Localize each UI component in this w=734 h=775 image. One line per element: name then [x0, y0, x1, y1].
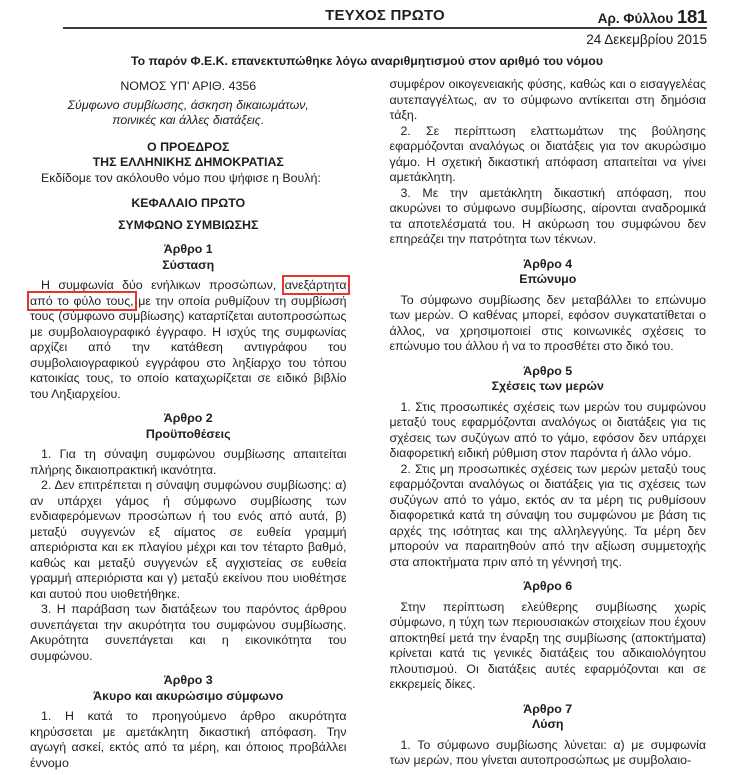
highlight-box-2: από το φύλο τους,	[30, 293, 134, 308]
article5-paragraph1: 1. Στις προσωπικές σχέσεις των μερών του συμφώνου μεταξύ τους εφαρμόζονται αναλόγως οι διατάξεις για τις σχέσεις των συζύγων από το γάμο, εφόσον δεν υπάρχει διαφορετική ειδική ρύθμιση στον παρόντα ή άλλο νόμο.	[389, 399, 706, 460]
article6-title: Άρθρο 6	[523, 579, 573, 593]
issue-date: 24 Δεκεμβρίου 2015	[586, 32, 707, 47]
article2-title: Άρθρο 2	[163, 411, 213, 425]
highlight-box-1: ανεξάρτητα	[284, 278, 347, 292]
article7-heading	[390, 702, 707, 733]
article3-paragraph3: 3. Με την αμετάκλητη δικαστική απόφαση, που ακυρώνει το σύμφωνο συμβίωσης, αίρονται αναδρομικά τα αποτελέσματά του. Η ακύρωση του συμφώνου δεν επηρεάζει την πατρότητα των τέκνων.	[389, 185, 706, 246]
law-subtitle-line1: Σύμφωνο συμβίωσης, άσκηση δικαιωμάτων,	[67, 97, 309, 112]
issuer-line2: ΤΗΣ ΕΛΛΗΝΙΚΗΣ ΔΗΜΟΚΡΑΤΙΑΣ	[92, 155, 284, 169]
left-column	[30, 77, 347, 771]
article7-title: Άρθρο 7	[523, 701, 573, 716]
article7-subtitle: Λύση	[531, 717, 564, 731]
article5-heading	[390, 364, 707, 395]
law-number: ΝΟΜΟΣ ΥΠ' ΑΡΙΘ. 4356	[120, 79, 257, 93]
sheet-number-value: 181	[677, 6, 707, 27]
article1-paragraph	[30, 278, 347, 402]
chapter-line1: ΚΕΦΑΛΑΙΟ ΠΡΩΤΟ	[131, 196, 246, 210]
article5-title: Άρθρο 5	[523, 363, 573, 378]
article1-heading	[30, 242, 347, 273]
chapter-heading	[30, 196, 347, 233]
article4-title: Άρθρο 4	[523, 256, 573, 271]
article6-heading	[390, 579, 707, 595]
law-subtitle-line2: ποινικές και άλλες διατάξεις.	[112, 113, 265, 127]
sheet-number	[598, 6, 707, 28]
article3-title: Άρθρο 3	[163, 673, 213, 687]
article2-subtitle: Προϋποθέσεις	[145, 426, 231, 441]
article3-paragraph1-left: 1. Η κατά το προηγούμενο άρθρο ακυρότητα κηρύσσεται με αμετάκλητη δικαστική απόφαση. Την αγωγή ασκεί, εκτός από τα μέρη, και όποιος προβάλλει έννομο	[30, 709, 347, 770]
article1-subtitle: Σύσταση	[162, 257, 215, 272]
chapter-line2: ΣΥΜΦΩΝΟ ΣΥΜΒΙΩΣΗΣ	[118, 217, 259, 232]
law-subtitle	[30, 98, 347, 129]
article3-heading	[30, 673, 347, 704]
article3-paragraph2: 2. Σε περίπτωση ελαττωμάτων της βούλησης εφαρμόζονται αναλόγως οι διατάξεις για τον ακυρώσιμο γάμο. Η σχετική δικαστική απόφαση απαιτείται να γίνει αμετάκλητη.	[389, 123, 706, 184]
article4-subtitle: Επώνυμο	[519, 272, 577, 286]
article7-paragraph1: 1. Το σύμφωνο συμβίωσης λύνεται: α) με συμφωνία των μερών, που γίνεται αυτοπροσώπως με συμβολαιο-	[389, 737, 706, 767]
article1-title: Άρθρο 1	[163, 242, 213, 256]
article4-heading	[390, 257, 707, 288]
reprint-notice: Το παρόν Φ.Ε.Κ. επανεκτυπώθηκε λόγω αναριθμητισμού στον αριθμό του νόμου	[131, 54, 603, 68]
issuer-line1: Ο ΠΡΟΕΔΡΟΣ	[147, 139, 230, 154]
article1-text-pre: Η συμφωνία δύο ενήλικων προσώπων,	[41, 278, 285, 292]
article5-subtitle: Σχέσεις των μερών	[491, 379, 604, 393]
issuer-heading	[30, 140, 347, 171]
document-columns	[0, 68, 734, 771]
article1-text-post: με την οποία ρυθμίζουν τη συμβίωσή τους (σύμφωνο συμβίωσης) καταρτίζεται αυτοπροσώπως με συμβολαιογραφικό έγγραφο. Η ισχύς της συμφωνίας αρχίζει από την κατάθεση αντιγράφου του συμβολαιογραφικού εγγράφου στο ληξίαρχο του τόπου κατοικίας τους, το οποίο καταχωρίζεται σε ειδικό βιβλίο του Ληξιαρχείου.	[30, 293, 347, 401]
right-column	[390, 77, 707, 771]
article6-paragraph1: Στην περίπτωση ελεύθερης συμβίωσης χωρίς σύμφωνο, η τύχη των περιουσιακών στοιχείων που έχουν αποκτηθεί μετά την έναρξη της συμβίωσης (αποκτήματα) κρίνεται κατά τις γενικές διατάξεις του αδικαιολόγητου πλουτισμού. Οι διατάξεις αυτές εφαρμόζονται και σε εκκρεμείς δίκες.	[389, 599, 706, 691]
article3-subtitle: Άκυρο και ακυρώσιμο σύμφωνο	[93, 688, 284, 703]
article2-heading	[30, 411, 347, 442]
article4-paragraph1: Το σύμφωνο συμβίωσης δεν μεταβάλλει το επώνυμο των μερών. Ο καθένας μπορεί, εφόσον συγκατατίθεται ο άλλος, να χρησιμοποιεί στις κοινωνικές σχέσεις το επώνυμο του άλλου ή να το προσθέτει στο δικό του.	[389, 292, 706, 353]
article2-paragraph1: 1. Για τη σύναψη συμφώνου συμβίωσης απαιτείται πλήρης δικαιοπρακτική ικανότητα.	[30, 447, 347, 477]
enactment-paragraph: Εκδίδομε τον ακόλουθο νόμο που ψήφισε η Βουλή:	[41, 170, 321, 185]
article2-paragraph3: 3. Η παράβαση των διατάξεων του παρόντος άρθρου συνεπάγεται την ακυρότητα του συμφώνου συμβίωσης. Ακυρότητα συνεπάγεται και η εικονικότητα του συμφώνου.	[30, 602, 347, 663]
masthead	[0, 0, 734, 68]
masthead-row	[63, 6, 707, 27]
sheet-number-label: Αρ. Φύλλου	[597, 11, 678, 26]
article2-paragraph2: 2. Δεν επιτρέπεται η σύναψη συμφώνου συμβίωσης: α) αν υπάρχει γάμος ή σύμφωνο συμβίωσης των ενδιαφερόμενων προσώπων ή του ενός από αυτά, β) μεταξύ συγγενών εξ αίματος σε ευθεία γραμμή απεριόριστα και εκ πλαγίου μέχρι και τον τέταρτο βαθμό, καθώς και μεταξύ συγγενών εξ αγχιστείας σε ευθεία γραμμή απεριόριστα και γ) μεταξύ εκείνου που υιοθέτησε και αυτού που υιοθετήθηκε.	[30, 478, 347, 601]
article3-paragraph1-continued: συμφέρον οικογενειακής φύσης, καθώς και ο εισαγγελέας αυτεπαγγέλτως, αν το σύμφωνο αντίκειται στη δημόσια τάξη.	[389, 77, 706, 122]
article5-paragraph2: 2. Στις μη προσωπικές σχέσεις των μερών μεταξύ τους εφαρμόζονται αναλόγως οι διατάξεις για τις σχέσεις των συζύγων από το γάμο, εκτός αν τα μέρη τις ρυθμίσουν διαφορετικά κατά τη σύναψη του συμφώνου με βάση τις αρχές της ισότητας και της αλληλεγγύης. Τα μέρη δεν μπορούν να παραιτηθούν από την αξίωση συμμετοχής στα αποκτήματα πριν από τη γέννησή της.	[389, 461, 706, 569]
issue-type-title: ΤΕΥΧΟΣ ΠΡΩΤΟ	[325, 7, 445, 24]
